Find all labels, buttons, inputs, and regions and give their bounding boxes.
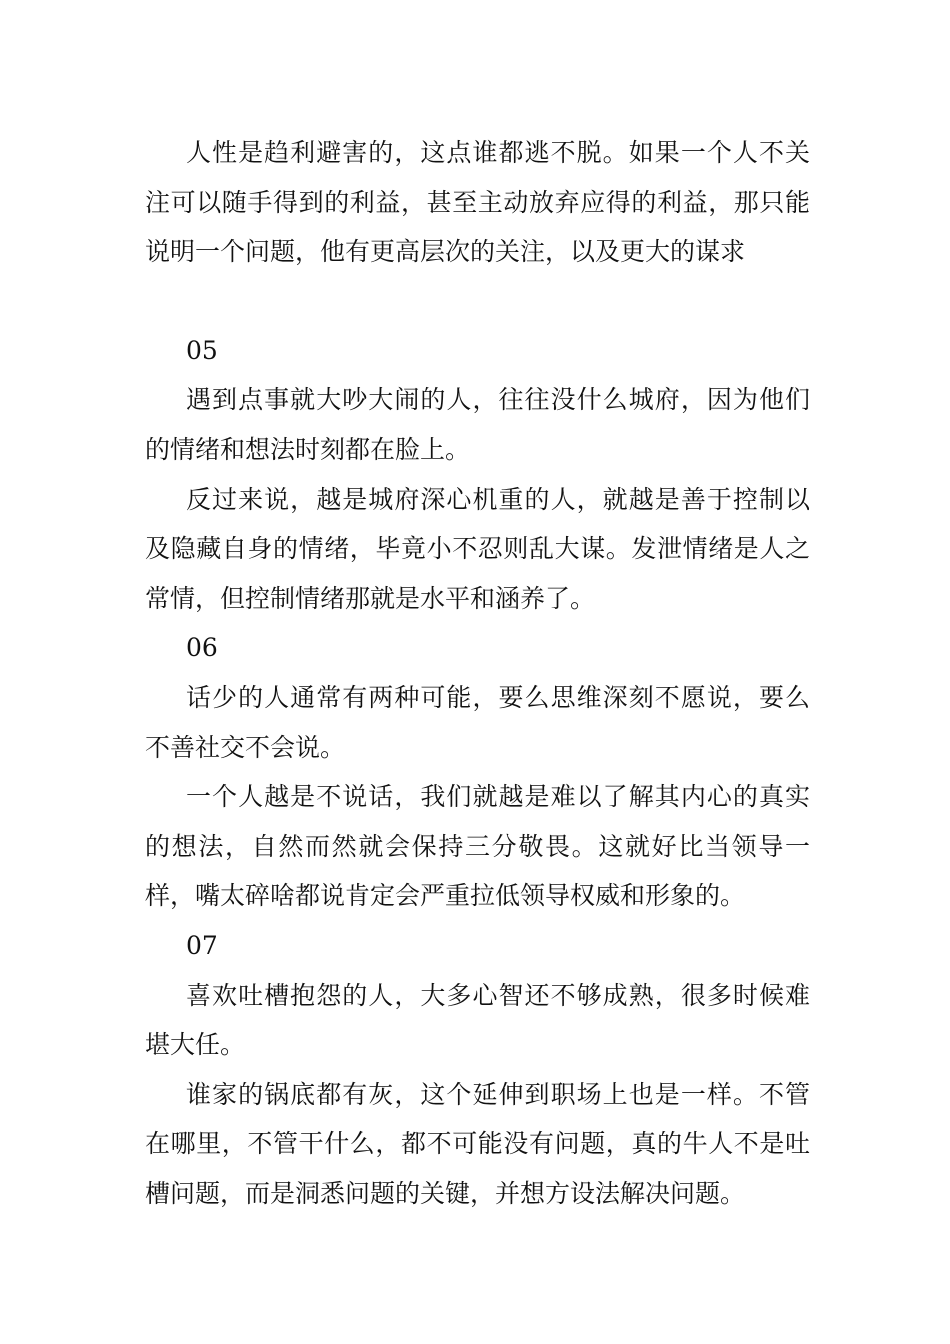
paragraph-05-2: 反过来说，越是城府深心机重的人，就越是善于控制以及隐藏自身的情绪，毕竟小不忍则乱大谋。发泄情绪是人之常情，但控制情绪那就是水平和涵养了。 [145, 484, 810, 613]
section-number-06: 06 [186, 633, 218, 663]
paragraph-06-1: 话少的人通常有两种可能，要么思维深刻不愿说，要么不善社交不会说。 [145, 682, 810, 762]
paragraph-05-1: 遇到点事就大吵大闹的人，往往没什么城府，因为他们的情绪和想法时刻都在脸上。 [145, 385, 810, 464]
paragraph-07-1: 喜欢吐槽抱怨的人，大多心智还不够成熟，很多时候难堪大任。 [145, 980, 810, 1060]
section-number-07: 07 [186, 930, 218, 960]
article-body [145, 128, 810, 1218]
paragraph-intro: 人性是趋利避害的，这点谁都逃不脱。如果一个人不关注可以随手得到的利益，甚至主动放弃应得的利益，那只能说明一个问题，他有更高层次的关注，以及更大的谋求 [145, 138, 810, 267]
section-number-05: 05 [186, 335, 218, 365]
paragraph-07-2: 谁家的锅底都有灰，这个延伸到职场上也是一样。不管在哪里，不管干什么，都不可能没有问题，真的牛人不是吐槽问题，而是洞悉问题的关键，并想方设法解决问题。 [145, 1079, 810, 1208]
paragraph-spacer [145, 277, 810, 326]
paragraph-06-2: 一个人越是不说话，我们就越是难以了解其内心的真实的想法，自然而然就会保持三分敬畏。这就好比当领导一样，嘴太碎啥都说肯定会严重拉低领导权威和形象的。 [145, 782, 810, 911]
